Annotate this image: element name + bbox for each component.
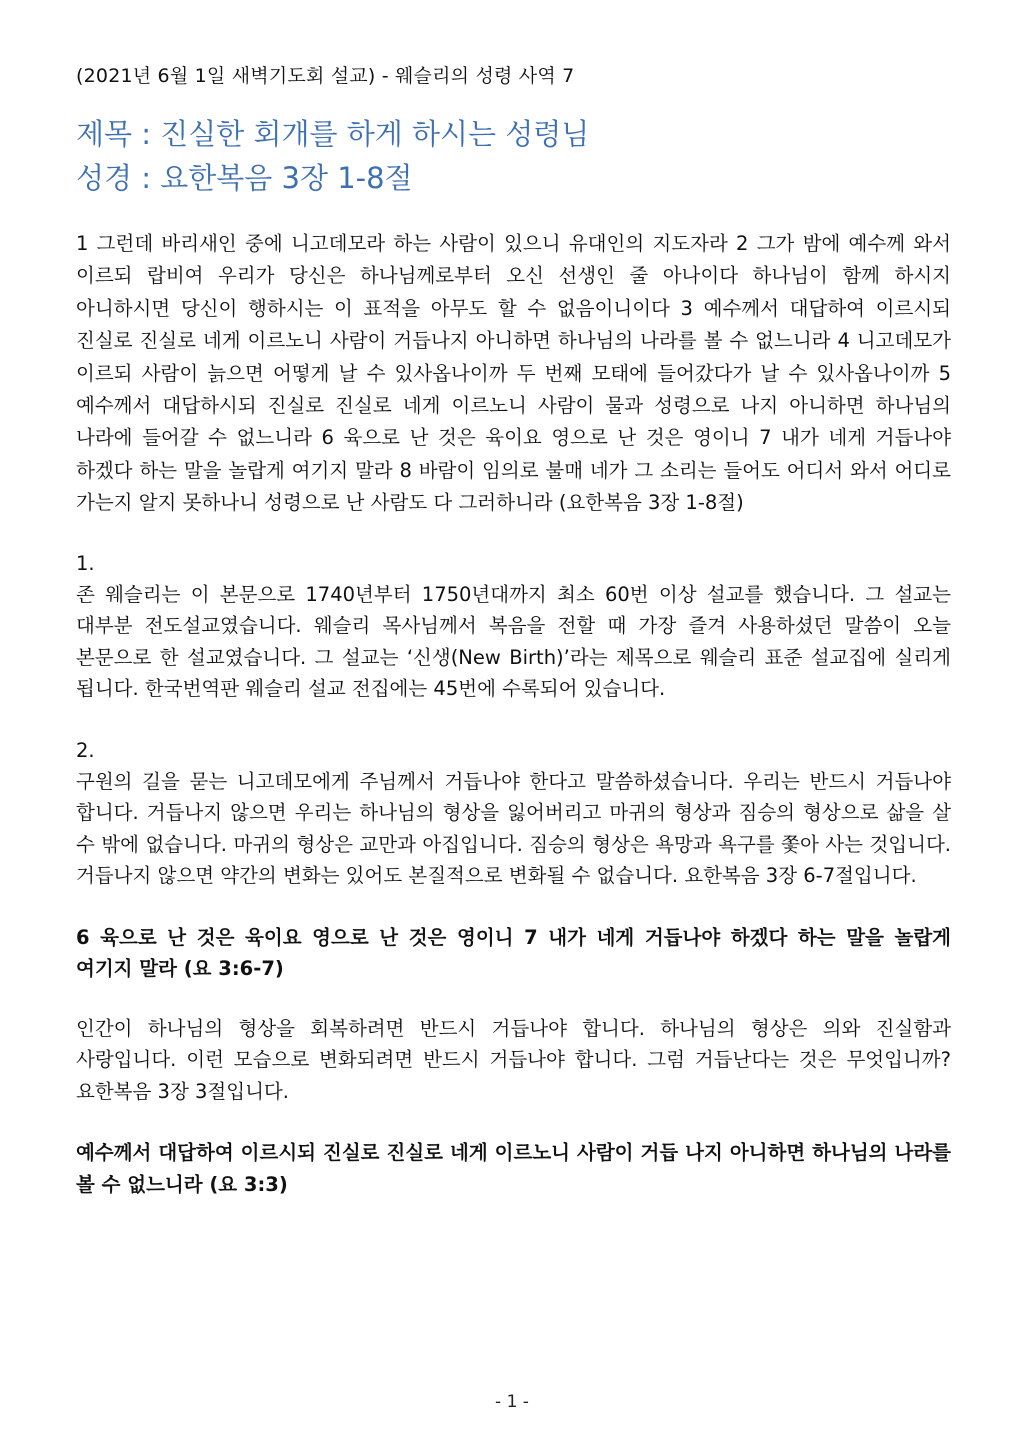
sermon-header: (2021년 6월 1일 새벽기도회 설교) - 웨슬리의 성령 사역 7	[76, 65, 575, 87]
section-text: 구원의 길을 묻는 니고데모에게 주님께서 거듭나야 한다고 말씀하셨습니다. 우리는 반드시 거듭나야 합니다. 거듭나지 않으면 우리는 하나님의 형상을 잃어버리고 마귀의 형상과 짐승의 형상으로 삶을 살 수 밖에 없습니다. 마귀의 형상은 교만과 아집입니다. 짐승의 형상은 욕망과 욕구를 쫓아 사는 것입니다. 거듭나지 않으면 약간의 변화는 있어도 본질적으로 변화될 수 없습니다. 요한복음 3장 6-7절입니다.	[76, 769, 951, 888]
scripture-passage: 1 그런데 바리새인 중에 니고데모라 하는 사람이 있으니 유대인의 지도자라 2 그가 밤에 예수께 와서 이르되 랍비여 우리가 당신은 하나님께로부터 오신 선생인 줄 아나이다 하나님이 함께 하시지 아니하시면 당신이 행하시는 이 표적을 아무도 할 수 없음이니이다 3 예수께서 대답하여 이르시되 진실로 진실로 네게 이르노니 사람이 거듭나지 아니하면 하나님의 나라를 볼 수 없느니라 4 니고데모가 이르되 사람이 늙으면 어떻게 날 수 있사옵나이까 두 번째 모태에 들어갔다가 날 수 있사옵나이까 5 예수께서 대답하시되 진실로 진실로 네게 이르노니 사람이 물과 성령으로 나지 아니하면 하나님의 나라에 들어갈 수 없느니라 6 육으로 난 것은 육이요 영으로 난 것은 영이니 7 내가 네게 거듭나야 하겠다 하는 말을 놀랍게 여기지 말라 8 바람이 임의로 불매 네가 그 소리는 들어도 어디서 와서 어디로 가는지 알지 못하나니 성령으로 난 사람도 다 그러하니라 (요한복음 3장 1-8절)	[76, 232, 951, 515]
section-number: 1.	[76, 551, 95, 575]
scripture-quote: 6 육으로 난 것은 육이요 영으로 난 것은 영이니 7 내가 네게 거듭나야 하겠다 하는 말을 놀랍게 여기지 말라 (요 3:6-7)	[76, 925, 951, 981]
section-1	[76, 548, 951, 705]
paragraph: 인간이 하나님의 형상을 회복하려면 반드시 거듭나야 합니다. 하나님의 형상은 의와 진실함과 사랑입니다. 이런 모습으로 변화되려면 반드시 거듭나야 합니다. 그럼 거듭난다는 것은 무엇입니까? 요한복음 3장 3절입니다.	[76, 1016, 951, 1103]
page-number: - 1 -	[495, 1392, 529, 1412]
title-block	[76, 112, 951, 200]
document-page	[76, 62, 951, 1228]
sermon-title: 제목 : 진실한 회개를 하게 하시는 성령님	[76, 117, 590, 151]
scripture-reference: 성경 : 요한복음 3장 1-8절	[76, 161, 413, 195]
section-number: 2.	[76, 738, 95, 762]
scripture-quote: 예수께서 대답하여 이르시되 진실로 진실로 네게 이르노니 사람이 거듭 나지 아니하면 하나님의 나라를 볼 수 없느니라 (요 3:3)	[76, 1141, 951, 1196]
section-text: 존 웨슬리는 이 본문으로 1740년부터 1750년대까지 최소 60번 이상 설교를 했습니다. 그 설교는 대부분 전도설교였습니다. 웨슬리 목사님께서 복음을 전할 때 가장 즐겨 사용하셨던 말씀이 오늘 본문으로 한 설교였습니다. 그 설교는 ‘신생(New Birth)’라는 제목으로 웨슬리 표준 설교집에 실리게 됩니다. 한국번역판 웨슬리 설교 전집에는 45번에 수록되어 있습니다.	[76, 582, 951, 701]
section-2	[76, 735, 951, 892]
